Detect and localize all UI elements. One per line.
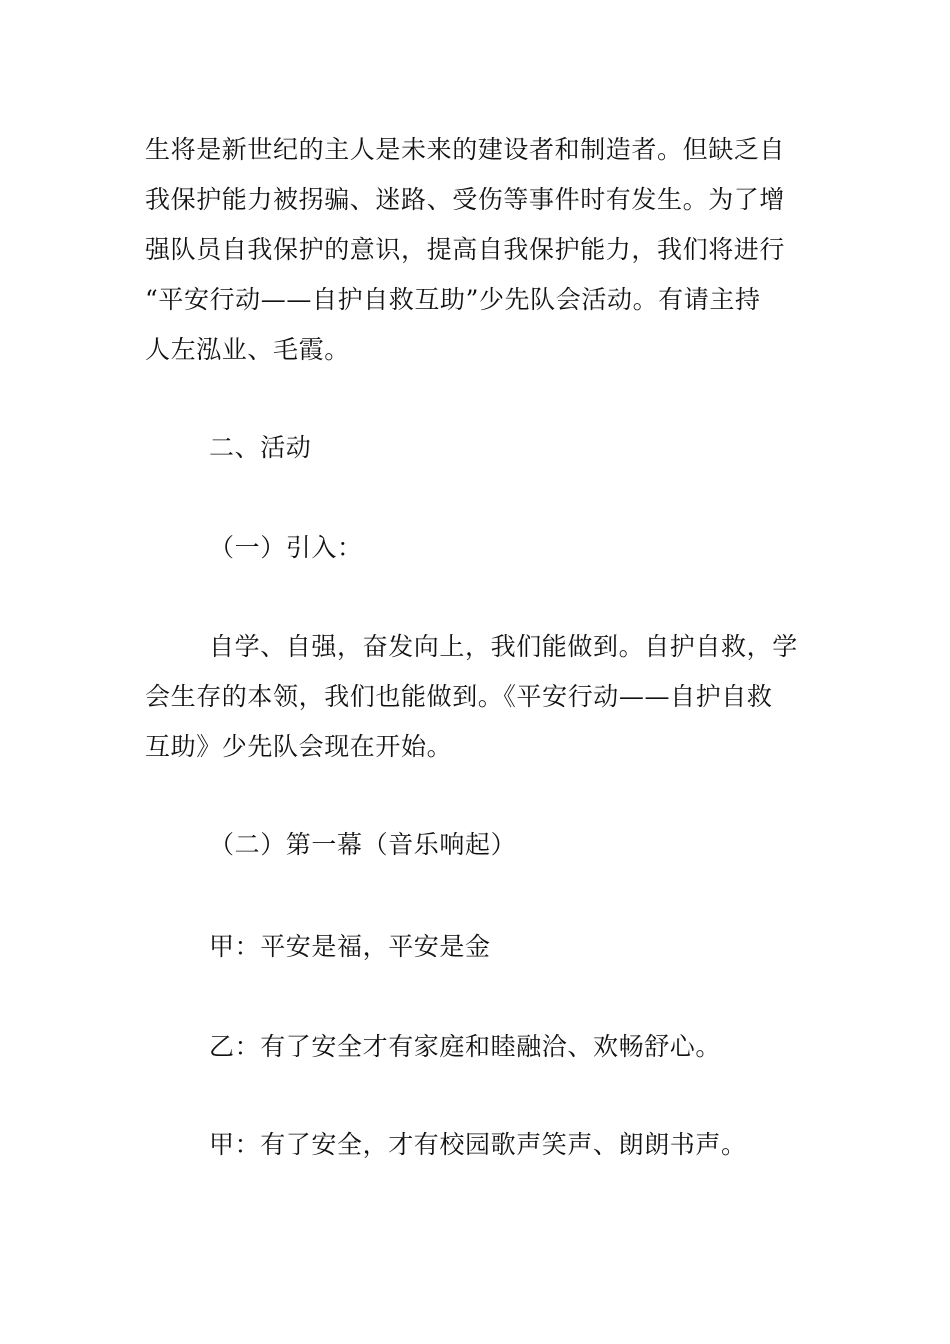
paragraph-line: 人左泓业、毛霞。 bbox=[145, 335, 350, 364]
section-heading-activity bbox=[145, 423, 809, 473]
paragraph-line: 我保护能力被拐骗、迷路、受伤等事件时有发生。为了增 bbox=[145, 185, 786, 214]
subsection-heading: （二）第一幕（音乐响起） bbox=[209, 830, 517, 859]
subsection-introduction bbox=[145, 523, 809, 573]
dialogue-line: 甲：有了安全，才有校园歌声笑声、朗朗书声。 bbox=[209, 1130, 747, 1159]
subsection-heading: （一）引入： bbox=[209, 533, 363, 562]
paragraph-line: 强队员自我保护的意识，提高自我保护能力，我们将进行 bbox=[145, 235, 786, 264]
paragraph-line: 生将是新世纪的主人是未来的建设者和制造者。但缺乏自 bbox=[145, 135, 786, 164]
paragraph-line: 会生存的本领，我们也能做到。《平安行动——自护自救 bbox=[145, 682, 773, 711]
section-heading: 二、活动 bbox=[209, 433, 312, 462]
paragraph-line: “平安行动——自护自救互助”少先队会活动。有请主持 bbox=[145, 285, 761, 314]
opening-paragraph bbox=[145, 622, 809, 772]
dialogue-line-3 bbox=[145, 1120, 809, 1170]
dialogue-line: 甲：平安是福，平安是金 bbox=[209, 932, 491, 961]
dialogue-line-2 bbox=[145, 1022, 809, 1072]
dialogue-line: 乙：有了安全才有家庭和睦融洽、欢畅舒心。 bbox=[209, 1032, 722, 1061]
dialogue-line-1 bbox=[145, 922, 809, 972]
paragraph-line: 互助》少先队会现在开始。 bbox=[145, 732, 453, 761]
paragraph-line: 自学、自强，奋发向上，我们能做到。自护自救，学 bbox=[209, 632, 798, 661]
intro-paragraph bbox=[145, 125, 809, 375]
subsection-first-act bbox=[145, 820, 809, 870]
